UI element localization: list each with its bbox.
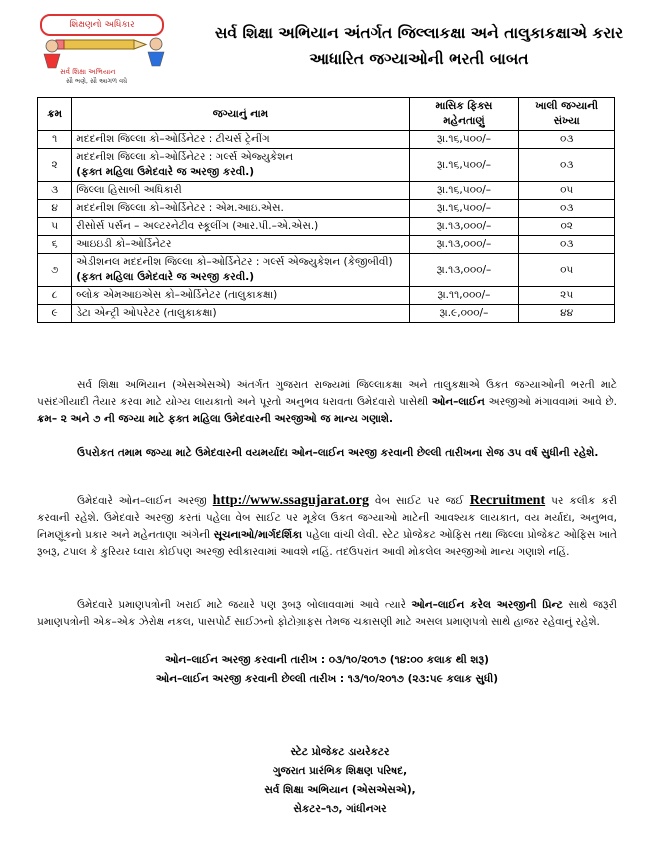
row-vacancies: ૦૩ xyxy=(519,236,615,254)
header xyxy=(30,8,630,84)
header-pay: માસિક ફિક્સ મહેનતાણું xyxy=(409,98,519,131)
row-post: મદદનીશ જિલ્લા કો–ઓર્ડિનેટર : ગર્લ્સ એજ્યુકેશન xyxy=(76,151,294,163)
signature-line-1: સ્ટેટ પ્રોજેકટ ડાયરેકટર xyxy=(290,746,390,758)
p4-text-b: સાથે જરૂરી પ્રમાણપત્રોની એક–એક ઝેરોક્ષ નકલ, પાસપોર્ટ સાઈઝનો ફોટોગ્રાફસ તેમજ ચકાસણી માટે અસલ પ્રમાણપત્રો સાથે હાજર રહેવાનું રહેશે. xyxy=(37,599,617,628)
p1-women-only: ક્રમ– ૨ અને ૭ ની જગ્યા માટે ફક્ત મહિલા ઉમેદવારની અરજીઓ જ માન્ય ગણાશે. xyxy=(37,413,394,425)
paragraph-documents xyxy=(37,597,617,631)
date-end: ઓન–લાઈન અરજી કરવાની છેલ્લી તારીખ : ૧૩/૧૦/૨૦૧૭ (૨૩:૫૯ કલાક સુધી) xyxy=(155,673,499,685)
row-vacancies: ૦૨ xyxy=(519,218,615,236)
table-row xyxy=(38,287,615,305)
row-note: (ફક્ત મહિલા ઉમેદવારે જ અરજી કરવી.) xyxy=(76,166,255,178)
p4-print: ઓન–લાઈન કરેલ અરજીની પ્રિન્ટ xyxy=(411,599,563,611)
row-vacancies: ૦૩ xyxy=(519,149,615,182)
date-start: ઓન–લાઈન અરજી કરવાની તારીખ : ૦૩/૧૦/૨૦૧૭ (૧૪:૦૦ કલાક થી શરૂ) xyxy=(165,654,489,666)
table-row xyxy=(38,218,615,236)
p3-guidelines: સૂચનાઓ/માર્ગદર્શિકા xyxy=(213,529,303,541)
row-post: ડેટા એન્ટ્રી ઓપરેટર (તાલુકાકક્ષા) xyxy=(72,305,409,323)
paragraph-age-limit: ઉપરોકત તમામ જગ્યા માટે ઉમેદવારની વયમર્યાદા ઓન–લાઈન અરજી કરવાની છેલ્લી તારીખના રોજ ૩૫ વર્ષ સુધીની રહેશે. xyxy=(77,447,599,459)
row-post: જિલ્લા હિસાબી અધિકારી xyxy=(72,182,409,200)
row-pay: રૂા.૧૬,૫૦૦/– xyxy=(409,149,519,182)
row-post-cell xyxy=(72,149,409,182)
p1-text-b: અરજીઓ મંગાવવામાં આવે છે. xyxy=(488,396,617,408)
row-vacancies: ૦૫ xyxy=(519,254,615,287)
row-post: આઇઇડી કો–ઓર્ડિનેટર xyxy=(72,236,409,254)
row-note: (ફક્ત મહિલા ઉમેદવારે જ અરજી કરવી.) xyxy=(76,271,255,283)
row-no: ૬ xyxy=(38,236,72,254)
signature-block xyxy=(190,743,490,819)
table-row xyxy=(38,149,615,182)
recruitment-link[interactable]: Recruitment xyxy=(469,493,546,508)
title-line-2: આધારિત જગ્યાઓની ભરતી બાબત xyxy=(309,50,529,68)
table-row xyxy=(38,182,615,200)
row-no: ૯ xyxy=(38,305,72,323)
row-post: રીસોર્સ પર્સન – અલ્ટરનેટીવ સ્કૂલીંગ (આર.પી.–એ.એસ.) xyxy=(72,218,409,236)
p1-text-a: સર્વ શિક્ષા અભિયાન (એસએસએ) અંતર્ગત ગુજરાત રાજ્યમાં જિલ્લાકક્ષા અને તાલુકક્ષાએ ઉકત જગ્યાઓની ભરતી માટે પસંદગીયાદી તૈયાર કરવા માટે યોગ્ય લાયકાતો અને પૂરતો અનુભવ ધરાવતા ઉમેદવારો પાસેથી xyxy=(37,379,617,408)
row-pay: રૂા.૯,૦૦૦/– xyxy=(409,305,519,323)
title-line-1: સર્વ શિક્ષા અભિયાન અંતર્ગત જિલ્લાકક્ષા અને તાલુકાકક્ષાએ કરાર xyxy=(214,24,624,42)
paragraph-invitation xyxy=(37,377,617,428)
logo-motto: સૌ ભણે, સૌ આગળ વધે xyxy=(66,77,128,85)
table-row xyxy=(38,236,615,254)
table-row xyxy=(38,131,615,149)
signature-line-3: સર્વ શિક્ષા અભિયાન (એસએસએ), xyxy=(264,784,416,796)
header-no: ક્રમ xyxy=(38,98,72,131)
row-pay: રૂા.૧૩,૦૦૦/– xyxy=(409,218,519,236)
row-no: ૭ xyxy=(38,254,72,287)
row-post-cell xyxy=(72,254,409,287)
row-pay: રૂા.૧૩,૦૦૦/– xyxy=(409,236,519,254)
paragraph-apply-online xyxy=(37,492,617,561)
row-no: ૫ xyxy=(38,218,72,236)
row-pay: રૂા.૧૩,૦૦૦/– xyxy=(409,254,519,287)
row-pay: રૂા.૧૬,૫૦૦/– xyxy=(409,200,519,218)
row-no: ૮ xyxy=(38,287,72,305)
row-vacancies: ૦૩ xyxy=(519,131,615,149)
row-no: ૩ xyxy=(38,182,72,200)
row-post: બ્લોક એમઆઇએસ કો–ઓર્ડિનેટર (તાલુકાકક્ષા) xyxy=(72,287,409,305)
row-post: મદદનીશ જિલ્લા કો–ઓર્ડિનેટર : એમ.આઇ.એસ. xyxy=(72,200,409,218)
row-no: ૨ xyxy=(38,149,72,182)
p1-online: ઓન–લાઈન xyxy=(431,396,485,408)
table-row xyxy=(38,254,615,287)
p3-text-d: પહેલા વાંચી લેવી. સ્ટેટ પ્રોજેકટ ઓફિસ તથા જિલ્લા પ્રોજેકટ ઓફિસ ખાતે રૂબરૂ, ટપાલ કે કુરિયર ધ્વારા કોઈપણ અરજી સ્વીકારવામાં આવશે નહિં. તદઉપરાંત આવી મોકલેલ અરજીઓ માન્ય ગણાશે નહિં. xyxy=(37,529,617,558)
posts-table xyxy=(37,97,615,323)
signature-line-2: ગુજરાત પ્રારંભિક શિક્ષણ પરિષદ, xyxy=(272,765,408,777)
row-vacancies: ૦૩ xyxy=(519,200,615,218)
table-row xyxy=(38,305,615,323)
logo-badge: શિક્ષણનો અધિકાર xyxy=(40,14,164,36)
logo-tagline: સર્વ શિક્ષા અભિયાન xyxy=(60,68,116,76)
row-post: એડીશનલ મદદનીશ જિલ્લા કો–ઓર્ડિનેટર : ગર્લ્સ એજ્યુકેશન (કેજીબીવી) xyxy=(76,256,393,268)
signature-line-4: સેકટર–૧૭, ગાંધીનગર xyxy=(293,803,387,815)
row-vacancies: ૪૪ xyxy=(519,305,615,323)
page-title xyxy=(184,20,654,72)
p3-text-c: પર કલીક કરી કરવાની રહેશે. ઉમેદવારે અરજી કરતાં પહેલા વેબ સાઈટ પર મૂકેલ ઉકત જગ્યાઓ માટેની આવશ્યક લાયકાત, વય મર્યાદા, અનુભવ, નિમણૂંકનો પ્રકાર અને મહેનતાણા અંગેની xyxy=(37,495,618,541)
website-link[interactable]: http://www.ssagujarat.org xyxy=(212,493,370,508)
row-no: ૧ xyxy=(38,131,72,149)
row-vacancies: ૨૫ xyxy=(519,287,615,305)
row-vacancies: ૦૫ xyxy=(519,182,615,200)
p3-text-b: વેબ સાઈટ પર જઈ xyxy=(375,495,464,507)
row-pay: રૂા.૧૬,૫૦૦/– xyxy=(409,131,519,149)
logo-illustration xyxy=(34,32,174,72)
p3-text-a: ઉમેદવારે ઓન–લાઈન અરજી xyxy=(77,495,207,507)
row-post: મદદનીશ જિલ્લા કો–ઓર્ડિનેટર : ટીચર્સ ટ્રેનીંગ xyxy=(72,131,409,149)
table-header-row xyxy=(38,98,615,131)
header-vacancies: ખાલી જગ્યાની સંખ્યા xyxy=(519,98,615,131)
header-post: જગ્યાનું નામ xyxy=(72,98,409,131)
row-pay: રૂા.૧૧,૦૦૦/– xyxy=(409,287,519,305)
table-row xyxy=(38,200,615,218)
p4-text-a: ઉમેદવારે પ્રમાણપત્રોની ખરાઈ માટે જયારે પણ રૂબરૂ બોલાવવામાં આવે ત્યારે xyxy=(77,599,406,611)
row-no: ૪ xyxy=(38,200,72,218)
logo xyxy=(30,10,180,88)
row-pay: રૂા.૧૬,૫૦૦/– xyxy=(409,182,519,200)
